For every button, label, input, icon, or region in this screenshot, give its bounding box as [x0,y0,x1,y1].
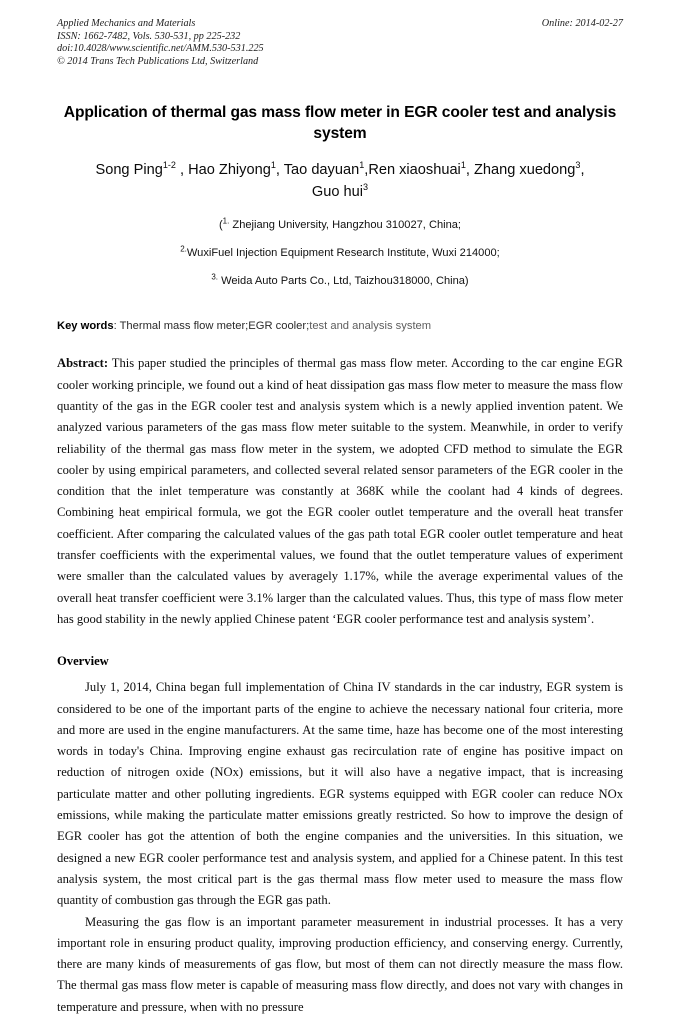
affiliation-text: Weida Auto Parts Co., Ltd, Taizhou318000, China) [218,275,469,288]
author-affiliation-marker: 1-2 [162,160,176,171]
keywords-values-grey: test and analysis system [309,320,432,333]
affiliation-marker: 2. [180,244,187,254]
page-title: Application of thermal gas mass flow meter in EGR cooler test and analysis system [63,104,617,143]
author-affiliation-marker: 1 [359,160,365,171]
affiliation-marker: 3. [211,272,219,282]
author-separator: , [175,162,189,179]
author-line-2 [312,184,368,200]
author-separator: , [465,162,474,179]
keywords-values-dark: Thermal mass flow meter;EGR cooler; [119,320,310,333]
author-name: Tao dayuan [283,162,360,179]
abstract-text: This paper studied the principles of thermal gas mass flow meter. According to the car engine EGR cooler working principle, we found out a kind of heat dissipation gas mass flow meter to measure the mass flow quantity of the gas in the EGR cooler test and analysis system which is a newly applied invention patent. We analyzed various parameters of the gas mass flow meter suitable to the system. Meanwhile, in order to verify reliability of the thermal gas mass flow meter in the system, we adopted CFD method to simulate the EGR cooler by using empirical parameters, and collected several related sensor parameters of the EGR cooler in the condition that the inlet temperature was constantly at 368K while the coolant had 4 kinds of degrees. Combining heat empirical formula, we got the EGR cooler outlet temperature and the overall heat transfer coefficient. After comparing the calculated values of the gas path total EGR cooler outlet temperature and heat transfer coefficients with the experimental values, we found that the outlet temperature values of experiment were smaller than the calculated values by averagely 1.17%, while the average experimental values of the overall heat transfer coefficient were 3.1% larger than the calculated values. Thus, this type of mass flow meter has good stability in the newly applied Chinese patent ‘EGR cooler performance test and analysis system’. [57,356,623,626]
online-date: Online: 2014-02-27 [541,18,623,29]
abstract-label: Abstract: [57,356,109,371]
journal-header-left [57,18,487,68]
author-affiliation-marker: 3 [363,182,369,193]
affiliation-text: Zhejiang University, Hangzhou 310027, China; [229,219,462,232]
affiliation-line [57,216,623,232]
affiliation-prefix: ( [218,219,223,232]
author-name: Zhang xuedong [473,162,576,179]
affiliation-list [57,216,623,288]
author-name: Guo hui [311,184,364,201]
author-line-1 [95,162,584,178]
affiliation-line [57,272,623,288]
affiliation-line [57,244,623,260]
page-content [57,18,623,1018]
author-separator: , [580,162,585,179]
journal-doi: doi:10.4028/www.scientific.net/AMM.530-531.225 [57,43,264,55]
affiliation-text: WuxiFuel Injection Equipment Research Institute, Wuxi 214000; [186,247,500,260]
journal-header [57,18,623,68]
keywords-separator: : [113,320,120,333]
keywords-label: Key words [57,320,114,333]
affiliation-marker: 1. [222,216,230,226]
author-affiliation-marker: 1 [270,160,276,171]
author-name: Song Ping [95,162,163,179]
author-affiliation-marker: 1 [460,160,466,171]
section-heading-overview: Overview [57,654,109,669]
author-separator: , [275,162,284,179]
author-affiliation-marker: 3 [575,160,581,171]
author-name: Ren xiaoshuai [368,162,461,179]
overview-paragraph-1: July 1, 2014, China began full implementation of China IV standards in the car industry, EGR system is considered to be one of the important parts of the engine to achieve the necessary national four criteria, more and more are used in the engine manufacturers. At the same time, haze has become one of the most interesting words in today's China. Improving engine exhaust gas recirculation rate of engine has positive impact on reduction of nitrogen oxide (NOx) emissions, but it will also have a negative impact, that is increasing particulate matter and other polluting ingredients. EGR systems equipped with EGR cooler can reduce NOx emissions, while making the particulate matter emissions greatly restricted. So how to improve the design of EGR cooler has got the attention of both the engine companies and the universities. In this situation, we designed a new EGR cooler performance test and analysis system, and applied for a Chinese patent. In this test analysis system, the most critical part is the gas thermal mass flow meter used to measure the mass flow quantity of combustion gas through the EGR gas path. [57,680,623,908]
journal-copyright: © 2014 Trans Tech Publications Ltd, Switzerland [57,55,259,67]
journal-name: Applied Mechanics and Materials [57,18,196,29]
keywords-line [57,320,623,332]
abstract-section [57,353,623,630]
journal-issn: ISSN: 1662-7482, Vols. 530-531, pp 225-232 [57,30,241,42]
author-separator: , [364,162,369,179]
author-list [57,159,623,203]
overview-paragraph-2: Measuring the gas flow is an important parameter measurement in industrial processes. It has a very important role in ensuring product quality, improving production efficiency, and conserving energy. Currently, there are many kinds of measurements of gas flow, but most of them can not directly measure the mass flow. The thermal gas mass flow meter is capable of measuring mass flow directly, and does not vary with changes in temperature and pressure, when with no pressure [57,914,623,1014]
author-name: Hao Zhiyong [188,162,271,179]
